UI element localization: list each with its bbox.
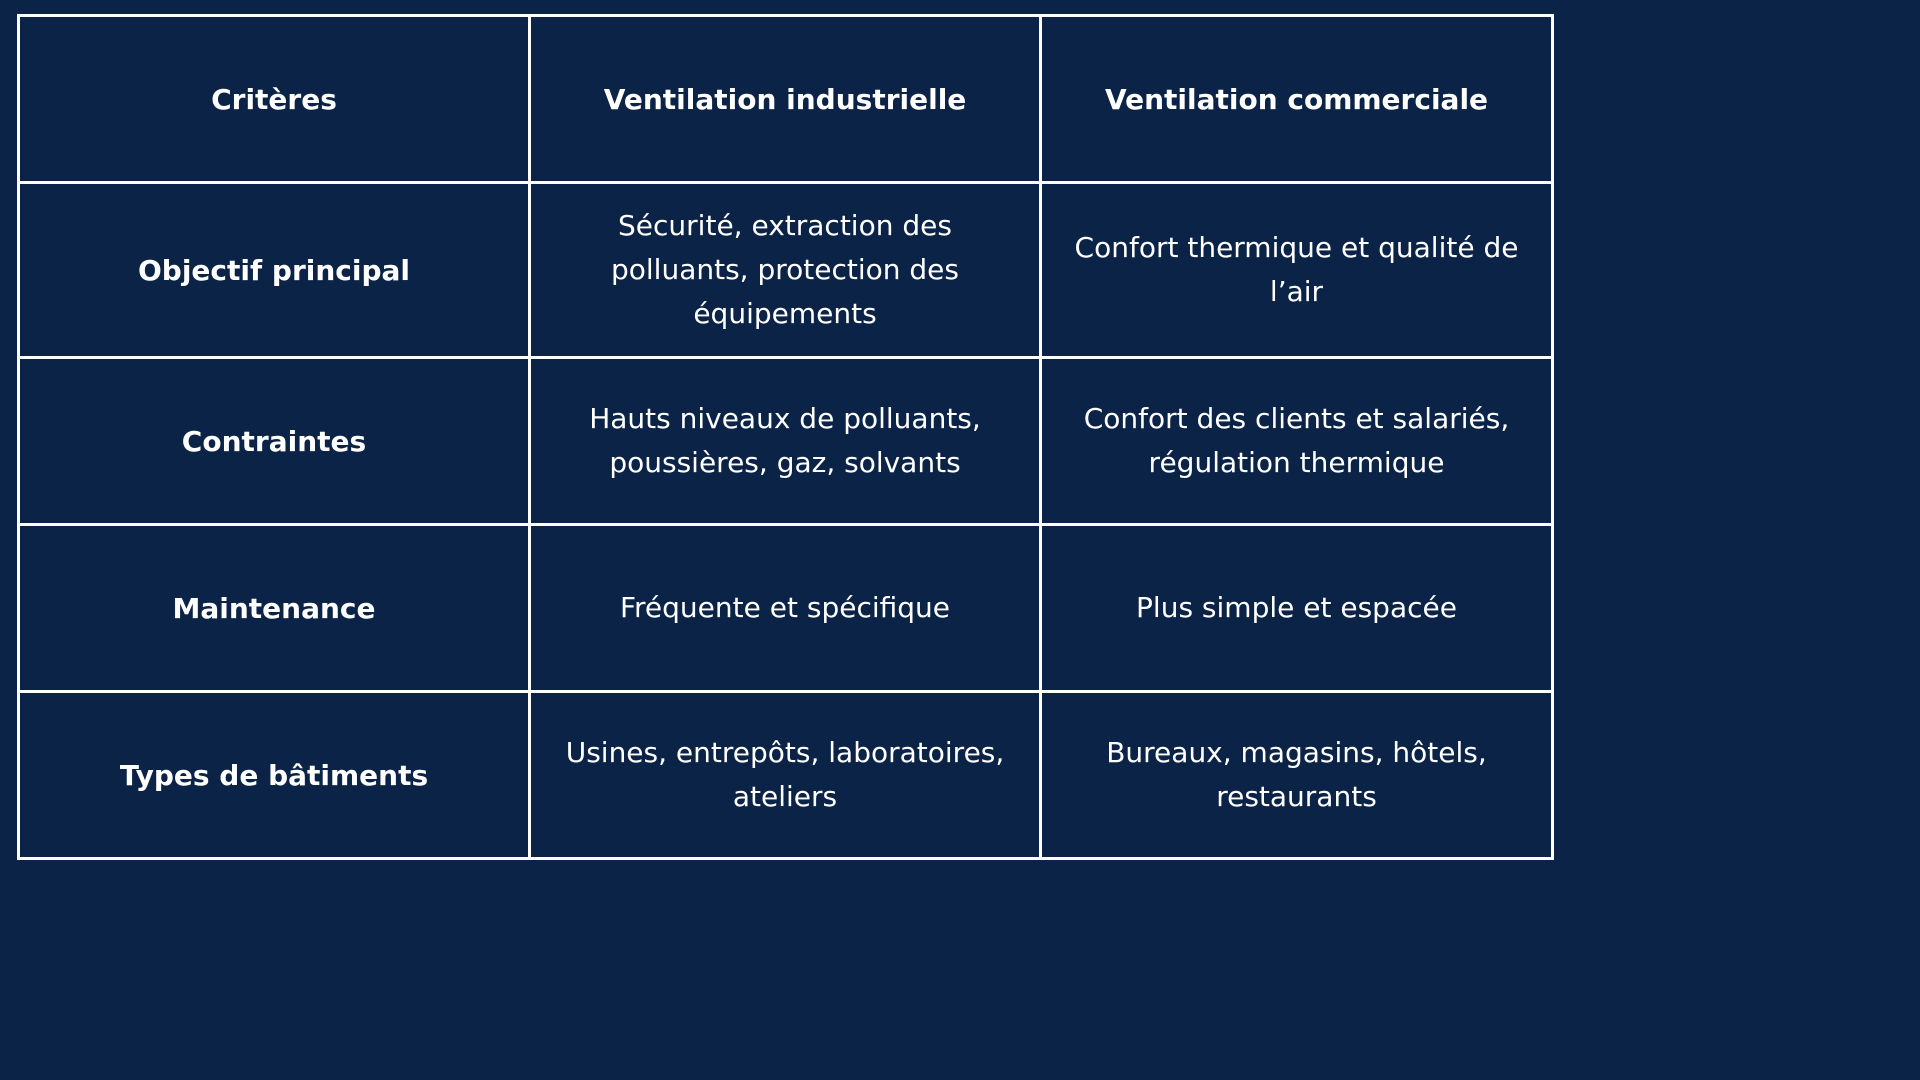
cell-commerciale: Plus simple et espacée <box>1041 525 1553 692</box>
cell-industrielle: Fréquente et spécifique <box>530 525 1041 692</box>
header-ventilation-industrielle: Ventilation industrielle <box>530 16 1041 183</box>
row-label: Types de bâtiments <box>19 692 530 859</box>
table-row-types-de-batiments <box>19 692 1553 859</box>
table-header-row <box>19 16 1553 183</box>
cell-commerciale: Bureaux, magasins, hôtels, restaurants <box>1041 692 1553 859</box>
header-criteres: Critères <box>19 16 530 183</box>
cell-commerciale: Confort des clients et salariés, régulation thermique <box>1041 358 1553 525</box>
header-ventilation-commerciale: Ventilation commerciale <box>1041 16 1553 183</box>
cell-commerciale: Confort thermique et qualité de l’air <box>1041 183 1553 358</box>
table-row-objectif-principal <box>19 183 1553 358</box>
comparison-table <box>17 14 1554 860</box>
cell-industrielle: Usines, entrepôts, laboratoires, ateliers <box>530 692 1041 859</box>
table-row-contraintes <box>19 358 1553 525</box>
table-row-maintenance <box>19 525 1553 692</box>
cell-industrielle: Sécurité, extraction des polluants, protection des équipements <box>530 183 1041 358</box>
row-label: Objectif principal <box>19 183 530 358</box>
row-label: Contraintes <box>19 358 530 525</box>
cell-industrielle: Hauts niveaux de polluants, poussières, gaz, solvants <box>530 358 1041 525</box>
row-label: Maintenance <box>19 525 530 692</box>
